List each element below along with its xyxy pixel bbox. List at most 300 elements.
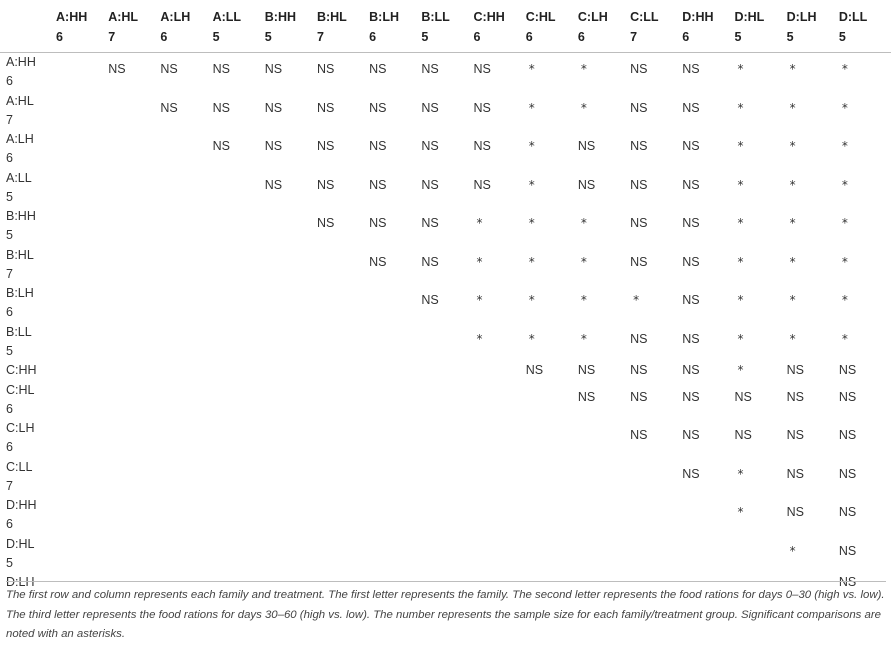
asterisk-marker: * xyxy=(476,254,483,269)
column-header xyxy=(474,0,526,53)
empty-cell xyxy=(213,458,265,497)
not-significant-cell: NS xyxy=(160,62,178,76)
empty-cell xyxy=(213,323,265,362)
significant-cell xyxy=(734,92,786,131)
significant-cell xyxy=(787,284,839,323)
row-header-sample-size: 7 xyxy=(6,478,13,493)
row-header-family: C:HL xyxy=(6,382,35,397)
column-header xyxy=(578,0,630,53)
not-significant-cell: NS xyxy=(682,216,700,230)
row-header-family: A:HL xyxy=(6,93,34,108)
not-significant-cell: NS xyxy=(421,62,439,76)
asterisk-marker: * xyxy=(580,331,587,346)
significant-cell xyxy=(734,458,786,497)
asterisk-marker: * xyxy=(737,216,744,230)
not-significant-cell: NS xyxy=(630,216,648,230)
column-header-family: D:LL xyxy=(838,10,868,24)
significant-cell xyxy=(839,130,891,169)
not-significant-cell: NS xyxy=(264,100,283,115)
row-header xyxy=(0,458,56,497)
asterisk-marker: * xyxy=(528,254,535,269)
column-header-sample-size: 5 xyxy=(264,30,272,44)
not-significant-cell: NS xyxy=(473,177,491,192)
not-significant-cell: NS xyxy=(316,216,335,230)
row-header-family: D:HL xyxy=(6,536,35,551)
not-significant-cell: NS xyxy=(630,254,648,269)
significant-cell xyxy=(839,92,891,131)
asterisk-marker: * xyxy=(789,254,796,269)
empty-cell xyxy=(265,535,317,574)
not-significant-cell: NS xyxy=(682,389,700,404)
empty-cell xyxy=(213,535,265,574)
not-significant-cell: NS xyxy=(682,254,700,269)
empty-cell xyxy=(682,535,734,574)
empty-cell xyxy=(160,169,212,208)
column-header xyxy=(108,0,160,53)
header-row xyxy=(0,0,891,53)
significant-cell xyxy=(734,246,786,285)
empty-cell xyxy=(265,496,317,535)
not-significant-cell: NS xyxy=(369,100,387,115)
column-header xyxy=(630,0,682,53)
table-row xyxy=(0,92,891,131)
empty-cell xyxy=(56,419,108,458)
empty-cell xyxy=(369,496,421,535)
significant-cell xyxy=(734,207,786,246)
empty-cell xyxy=(369,458,421,497)
table-row xyxy=(0,130,891,169)
significant-cell xyxy=(734,496,786,535)
not-significant-cell: NS xyxy=(630,177,648,192)
empty-cell xyxy=(108,361,160,381)
empty-cell xyxy=(265,246,317,285)
empty-cell xyxy=(578,535,630,574)
not-significant-cell: NS xyxy=(630,139,648,153)
empty-cell xyxy=(317,323,369,362)
column-header-family: C:LH xyxy=(577,10,608,24)
asterisk-marker: * xyxy=(580,216,587,230)
empty-cell xyxy=(317,496,369,535)
row-header-family: C:LL xyxy=(6,459,33,474)
not-significant-cell: NS xyxy=(421,254,439,269)
empty-cell xyxy=(421,323,473,362)
empty-cell xyxy=(108,92,160,131)
row-header-sample-size: 6 xyxy=(6,74,13,88)
table-row xyxy=(0,381,891,420)
empty-cell xyxy=(56,169,108,208)
significant-cell xyxy=(734,361,786,381)
column-header xyxy=(369,0,421,53)
empty-cell xyxy=(108,207,160,246)
not-significant-cell: NS xyxy=(421,177,439,192)
empty-cell xyxy=(56,284,108,323)
significant-cell xyxy=(578,92,630,131)
column-header-family: D:HL xyxy=(734,10,765,24)
column-header-sample-size: 6 xyxy=(525,30,533,44)
significant-cell xyxy=(526,53,578,92)
asterisk-marker: * xyxy=(737,254,744,269)
empty-cell xyxy=(421,361,473,381)
row-header-family: D:LH xyxy=(6,575,35,589)
column-header xyxy=(56,0,108,53)
empty-cell xyxy=(526,458,578,497)
not-significant-cell: NS xyxy=(316,177,335,192)
not-significant-cell: NS xyxy=(421,216,439,230)
not-significant-cell: NS xyxy=(369,216,387,230)
asterisk-marker: * xyxy=(737,331,744,346)
asterisk-marker: * xyxy=(580,100,587,115)
table-row xyxy=(0,246,891,285)
empty-cell xyxy=(630,496,682,535)
not-significant-cell: NS xyxy=(682,139,700,153)
empty-cell xyxy=(369,535,421,574)
empty-cell xyxy=(160,496,212,535)
empty-cell xyxy=(369,284,421,323)
not-significant-cell: NS xyxy=(160,100,178,115)
empty-cell xyxy=(369,323,421,362)
significant-cell xyxy=(474,284,526,323)
not-significant-cell: NS xyxy=(786,389,804,404)
asterisk-marker: * xyxy=(841,293,848,307)
empty-cell xyxy=(108,458,160,497)
not-significant-cell: NS xyxy=(473,62,491,76)
asterisk-marker: * xyxy=(789,331,796,346)
empty-cell xyxy=(474,381,526,420)
column-header-sample-size: 5 xyxy=(786,30,794,44)
column-header-sample-size: 7 xyxy=(630,30,638,44)
asterisk-marker: * xyxy=(841,254,848,269)
row-header-sample-size: 6 xyxy=(6,305,13,319)
asterisk-marker: * xyxy=(737,505,744,519)
not-significant-cell: NS xyxy=(630,389,648,404)
row-header xyxy=(0,130,56,169)
empty-cell xyxy=(213,207,265,246)
empty-cell xyxy=(108,284,160,323)
asterisk-marker: * xyxy=(528,331,535,346)
empty-cell xyxy=(108,169,160,208)
table-row xyxy=(0,496,891,535)
column-header-sample-size: 5 xyxy=(734,30,742,44)
column-header xyxy=(682,0,734,53)
column-header-sample-size: 7 xyxy=(108,30,116,44)
not-significant-cell: NS xyxy=(682,100,700,115)
asterisk-marker: * xyxy=(789,139,796,153)
empty-cell xyxy=(108,496,160,535)
empty-cell xyxy=(474,361,526,381)
empty-cell xyxy=(526,419,578,458)
not-significant-cell: NS xyxy=(682,177,700,192)
not-significant-cell: NS xyxy=(630,62,648,76)
empty-cell xyxy=(526,381,578,420)
empty-cell xyxy=(108,130,160,169)
empty-cell xyxy=(578,496,630,535)
not-significant-cell: NS xyxy=(108,62,126,76)
empty-cell xyxy=(108,246,160,285)
empty-cell xyxy=(578,458,630,497)
empty-cell xyxy=(213,246,265,285)
empty-cell xyxy=(421,381,473,420)
column-header-family: B:HH xyxy=(264,10,296,24)
not-significant-cell: NS xyxy=(682,331,700,346)
empty-cell xyxy=(265,207,317,246)
significant-cell xyxy=(787,92,839,131)
asterisk-marker: * xyxy=(528,177,535,192)
not-significant-cell: NS xyxy=(682,293,700,307)
row-header-family: C:HH xyxy=(6,363,37,377)
empty-cell xyxy=(108,419,160,458)
asterisk-marker: * xyxy=(789,100,796,115)
row-header-family: B:LL xyxy=(6,324,32,339)
empty-cell xyxy=(213,361,265,381)
column-header-family: A:LL xyxy=(212,10,242,24)
asterisk-marker: * xyxy=(737,100,744,115)
asterisk-marker: * xyxy=(841,139,848,153)
table-row xyxy=(0,419,891,458)
asterisk-marker: * xyxy=(580,62,587,76)
not-significant-cell: NS xyxy=(264,139,283,153)
significant-cell xyxy=(526,130,578,169)
row-header xyxy=(0,381,56,420)
empty-cell xyxy=(317,381,369,420)
column-header xyxy=(160,0,212,53)
significant-cell xyxy=(474,246,526,285)
column-header-family: C:LL xyxy=(630,10,659,24)
column-header-sample-size: 6 xyxy=(56,30,63,44)
asterisk-marker: * xyxy=(737,139,744,153)
empty-cell xyxy=(369,361,421,381)
row-header-sample-size: 5 xyxy=(6,555,13,570)
row-header-sample-size: 5 xyxy=(6,228,13,242)
not-significant-cell: NS xyxy=(734,428,752,442)
empty-cell xyxy=(160,246,212,285)
empty-cell xyxy=(108,381,160,420)
empty-cell xyxy=(213,419,265,458)
empty-cell xyxy=(630,535,682,574)
row-header-sample-size: 6 xyxy=(6,440,13,454)
table-row xyxy=(0,535,891,574)
not-significant-cell: NS xyxy=(786,428,804,442)
asterisk-marker: * xyxy=(528,216,535,230)
significant-cell xyxy=(787,246,839,285)
column-header xyxy=(213,0,265,53)
table-row xyxy=(0,284,891,323)
asterisk-marker: * xyxy=(737,293,744,307)
column-header-family: B:LL xyxy=(421,10,450,24)
not-significant-cell: NS xyxy=(630,428,648,442)
asterisk-marker: * xyxy=(528,100,535,115)
significant-cell xyxy=(787,207,839,246)
row-header-sample-size: 6 xyxy=(6,517,13,531)
not-significant-cell: NS xyxy=(212,139,230,153)
asterisk-marker: * xyxy=(633,293,640,307)
column-header-sample-size: 5 xyxy=(212,30,220,44)
column-header xyxy=(265,0,317,53)
column-header-sample-size: 6 xyxy=(369,30,377,44)
column-header-family: D:LH xyxy=(786,10,817,24)
not-significant-cell: NS xyxy=(786,466,804,481)
column-header xyxy=(839,0,891,53)
column-header-family: C:HL xyxy=(525,10,556,24)
empty-cell xyxy=(630,458,682,497)
empty-cell xyxy=(56,92,108,131)
row-header-family: C:LH xyxy=(6,421,35,435)
empty-cell xyxy=(56,53,108,92)
empty-cell xyxy=(56,361,108,381)
not-significant-cell: NS xyxy=(421,293,439,307)
row-header-family: B:HL xyxy=(6,247,34,262)
column-header-family: C:HH xyxy=(473,10,505,24)
row-header xyxy=(0,323,56,362)
column-header-sample-size: 5 xyxy=(421,30,429,44)
row-header-family: B:HH xyxy=(6,209,36,223)
significant-cell xyxy=(578,207,630,246)
asterisk-marker: * xyxy=(476,216,483,230)
empty-cell xyxy=(526,496,578,535)
asterisk-marker: * xyxy=(841,62,848,76)
not-significant-cell: NS xyxy=(786,505,804,519)
row-header xyxy=(0,53,56,92)
empty-cell xyxy=(160,361,212,381)
not-significant-cell: NS xyxy=(838,466,857,481)
asterisk-marker: * xyxy=(789,293,796,307)
not-significant-cell: NS xyxy=(473,100,491,115)
significant-cell xyxy=(526,323,578,362)
empty-cell xyxy=(213,169,265,208)
significant-cell xyxy=(734,53,786,92)
significant-cell xyxy=(526,284,578,323)
empty-cell xyxy=(265,419,317,458)
asterisk-marker: * xyxy=(528,293,535,307)
column-header-sample-size: 5 xyxy=(838,30,846,44)
significant-cell xyxy=(787,130,839,169)
empty-cell xyxy=(526,535,578,574)
not-significant-cell: NS xyxy=(421,100,439,115)
asterisk-marker: * xyxy=(737,466,744,481)
significant-cell xyxy=(578,246,630,285)
row-header-family: A:LH xyxy=(6,132,34,146)
significant-cell xyxy=(839,323,891,362)
asterisk-marker: * xyxy=(789,543,796,558)
empty-cell xyxy=(369,419,421,458)
significant-cell xyxy=(578,284,630,323)
significant-cell xyxy=(734,130,786,169)
not-significant-cell: NS xyxy=(577,363,596,377)
table-row xyxy=(0,53,891,92)
significant-cell xyxy=(839,53,891,92)
not-significant-cell: NS xyxy=(838,575,857,589)
asterisk-marker: * xyxy=(580,254,587,269)
empty-cell xyxy=(160,381,212,420)
significant-cell xyxy=(630,284,682,323)
significant-cell xyxy=(578,323,630,362)
empty-cell xyxy=(474,496,526,535)
not-significant-cell: NS xyxy=(838,389,857,404)
table-body xyxy=(0,53,891,593)
significant-cell xyxy=(787,535,839,574)
not-significant-cell: NS xyxy=(421,139,439,153)
column-header-family: A:HL xyxy=(108,10,139,24)
column-header-sample-size: 6 xyxy=(160,30,168,44)
not-significant-cell: NS xyxy=(212,100,230,115)
empty-cell xyxy=(317,419,369,458)
table-row xyxy=(0,458,891,497)
not-significant-cell: NS xyxy=(682,466,700,481)
not-significant-cell: NS xyxy=(577,139,596,153)
row-header xyxy=(0,284,56,323)
not-significant-cell: NS xyxy=(264,177,283,192)
empty-cell xyxy=(317,246,369,285)
significant-cell xyxy=(787,53,839,92)
empty-cell xyxy=(421,535,473,574)
row-header xyxy=(0,419,56,458)
row-header-sample-size: 7 xyxy=(6,112,13,127)
significant-cell xyxy=(734,284,786,323)
significant-cell xyxy=(526,169,578,208)
column-header xyxy=(421,0,473,53)
not-significant-cell: NS xyxy=(734,389,752,404)
asterisk-marker: * xyxy=(528,139,535,153)
empty-cell xyxy=(421,458,473,497)
empty-cell xyxy=(317,458,369,497)
significant-cell xyxy=(474,207,526,246)
row-header xyxy=(0,246,56,285)
column-header xyxy=(787,0,839,53)
empty-cell xyxy=(56,496,108,535)
row-header-sample-size: 5 xyxy=(6,189,13,204)
not-significant-cell: NS xyxy=(369,254,387,269)
not-significant-cell: NS xyxy=(316,100,335,115)
significant-cell xyxy=(839,169,891,208)
empty-cell xyxy=(56,458,108,497)
empty-cell xyxy=(265,458,317,497)
table-row xyxy=(0,169,891,208)
not-significant-cell: NS xyxy=(786,363,804,377)
column-header-family: B:LH xyxy=(369,10,399,24)
not-significant-cell: NS xyxy=(473,139,491,153)
significant-cell xyxy=(526,246,578,285)
asterisk-marker: * xyxy=(841,177,848,192)
not-significant-cell: NS xyxy=(682,428,700,442)
asterisk-marker: * xyxy=(789,216,796,230)
empty-cell xyxy=(108,323,160,362)
asterisk-marker: * xyxy=(737,177,744,192)
row-header xyxy=(0,169,56,208)
not-significant-cell: NS xyxy=(316,139,335,153)
empty-cell xyxy=(160,535,212,574)
not-significant-cell: NS xyxy=(525,363,544,377)
significant-cell xyxy=(526,92,578,131)
not-significant-cell: NS xyxy=(264,62,283,76)
asterisk-marker: * xyxy=(528,62,535,76)
empty-cell xyxy=(474,458,526,497)
table-footnote: The first row and column represents each family and treatment. The first letter represents the family. The second letter represents the food rations for days 0–30 (high vs. low). The third letter represents the food rations for days 30–60 (high vs. low). The number represents the sample size for each family/treatment group. Significant comparisons are noted with an asterisks. xyxy=(6,581,886,645)
not-significant-cell: NS xyxy=(682,363,700,377)
column-header-sample-size: 7 xyxy=(316,30,324,44)
empty-cell xyxy=(160,130,212,169)
row-header xyxy=(0,535,56,574)
asterisk-marker: * xyxy=(737,363,744,377)
empty-cell xyxy=(56,207,108,246)
empty-cell xyxy=(265,361,317,381)
asterisk-marker: * xyxy=(476,293,483,307)
empty-cell xyxy=(213,381,265,420)
not-significant-cell: NS xyxy=(630,100,648,115)
row-header-family: D:HH xyxy=(6,498,37,512)
empty-cell xyxy=(213,496,265,535)
significant-cell xyxy=(734,169,786,208)
asterisk-marker: * xyxy=(789,177,796,192)
row-header-family: A:HH xyxy=(6,55,36,69)
